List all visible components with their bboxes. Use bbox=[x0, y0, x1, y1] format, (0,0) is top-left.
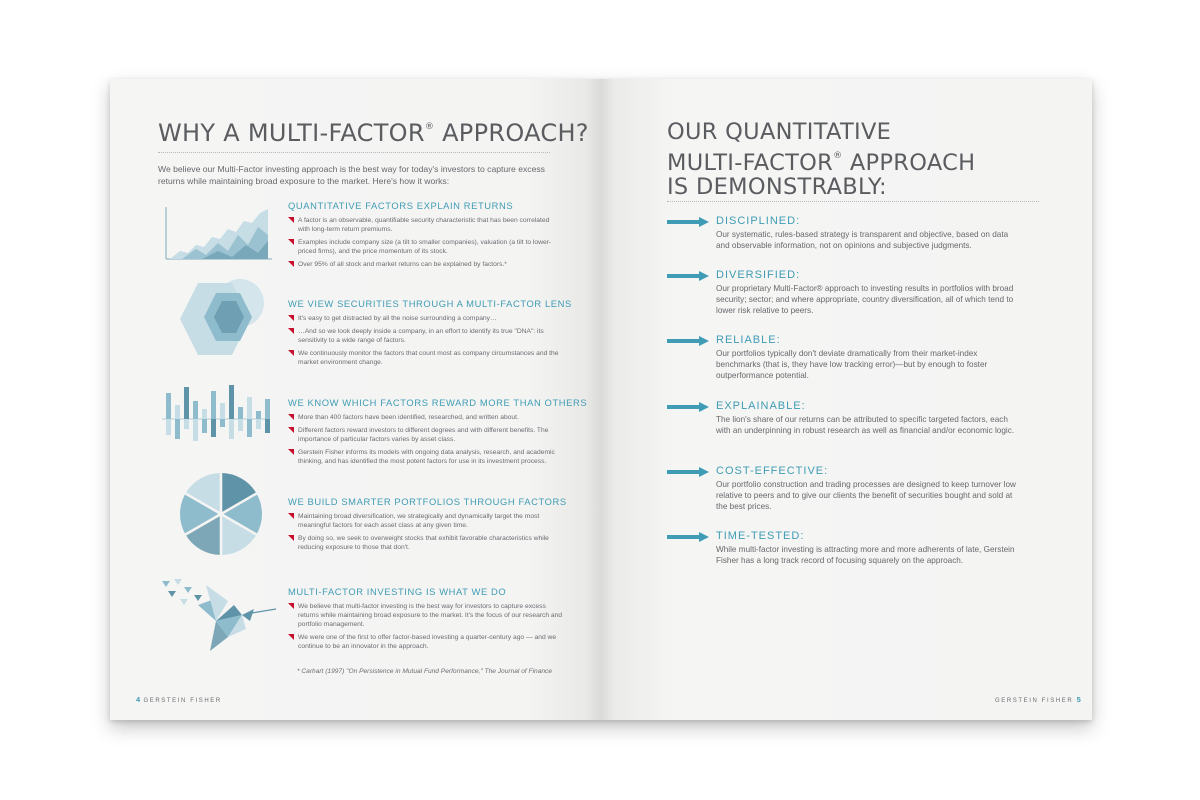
trait-reliable bbox=[667, 334, 997, 382]
trait-body: Our portfolio construction and trading processes are designed to keep turnover low relative to peers and to give our clients the benefit of securities bought and sold at the best prices. bbox=[716, 480, 1016, 512]
trait-heading: DISCIPLINED: bbox=[716, 215, 801, 227]
intro-text: We believe our Multi-Factor investing approach is the best way for today's investors to capture excess returns while maintaining broad exposure to the market. Here's how it works: bbox=[158, 164, 545, 186]
right-arrow-icon bbox=[667, 532, 709, 542]
right-arrow-icon bbox=[667, 217, 709, 227]
red-triangle-bullet-icon bbox=[288, 239, 294, 245]
bullet-item: By doing so, we seek to overweight stocks that exhibit favorable characteristics while reducing exposure to those that don't. bbox=[288, 534, 563, 552]
bullet-item: Examples include company size (a tilt to smaller companies), valuation (a tilt to lower-priced firms), and the price momentum of its stock. bbox=[288, 238, 563, 256]
bullet-item: Maintaining broad diversification, we strategically and dynamically target the most meaningful factors for each asset class at any given time. bbox=[288, 512, 563, 530]
section-heading: WE BUILD SMARTER PORTFOLIOS THROUGH FACTORS bbox=[288, 496, 567, 507]
bullet-item: …And so we look deeply inside a company, in an effort to identify its true "DNA": its sensitivity to a wide range of factors. bbox=[288, 327, 563, 345]
bullet-item: Over 95% of all stock and market returns can be explained by factors.* bbox=[288, 260, 563, 269]
trait-cost-effective bbox=[667, 465, 1016, 513]
hummingbird-icon bbox=[158, 575, 278, 655]
title-divider bbox=[667, 201, 1039, 202]
section-multi-factor-lens bbox=[288, 298, 572, 371]
trait-body: Our portfolios typically don't deviate dramatically from their market-index benchmarks (that is, they have low tracking error)—but by enough to foster outperformance potential. bbox=[716, 349, 988, 381]
trait-heading: COST-EFFECTIVE: bbox=[716, 465, 829, 477]
red-triangle-bullet-icon bbox=[288, 513, 294, 519]
section-what-we-do bbox=[288, 586, 563, 655]
trait-heading: TIME-TESTED: bbox=[716, 530, 805, 542]
section-heading: WE VIEW SECURITIES THROUGH A MULTI-FACTOR LENS bbox=[288, 298, 572, 309]
red-triangle-bullet-icon bbox=[288, 261, 294, 267]
brochure-spread bbox=[110, 79, 1092, 720]
bullet-item: We continuously monitor the factors that count most as company circumstances and the market environment change. bbox=[288, 349, 563, 367]
title-divider bbox=[158, 152, 550, 153]
trait-heading: EXPLAINABLE: bbox=[716, 400, 806, 412]
red-triangle-bullet-icon bbox=[288, 328, 294, 334]
right-arrow-icon bbox=[667, 467, 709, 477]
bullet-item: We were one of the first to offer factor-based investing a quarter-century ago — and we continue to be an innovator in the approach. bbox=[288, 633, 563, 651]
right-page bbox=[600, 79, 1092, 720]
section-heading: QUANTITATIVE FACTORS EXPLAIN RETURNS bbox=[288, 200, 514, 211]
right-arrow-icon bbox=[667, 336, 709, 346]
pie-chart-icon bbox=[178, 471, 264, 557]
red-triangle-bullet-icon bbox=[288, 427, 294, 433]
section-smarter-portfolios bbox=[288, 496, 567, 556]
left-page bbox=[110, 79, 600, 720]
rising-area-chart-icon bbox=[162, 205, 274, 261]
section-heading: MULTI-FACTOR INVESTING IS WHAT WE DO bbox=[288, 586, 507, 597]
left-page-folio: 4 GERSTEIN FISHER bbox=[136, 695, 222, 704]
trait-diversified bbox=[667, 269, 1014, 317]
red-triangle-bullet-icon bbox=[288, 449, 294, 455]
trait-disciplined bbox=[667, 215, 1009, 251]
red-triangle-bullet-icon bbox=[288, 603, 294, 609]
hexagon-lens-icon bbox=[170, 277, 270, 367]
trait-body: Our systematic, rules-based strategy is transparent and objective, based on data and observable information, not on opinions and subjective judgments. bbox=[716, 230, 1009, 251]
trait-explainable bbox=[667, 400, 1015, 436]
red-triangle-bullet-icon bbox=[288, 634, 294, 640]
bullet-item: Gerstein Fisher informs its models with ongoing data analysis, research, and academic thinking, and has identified the most potent factors for use in its investment process. bbox=[288, 448, 563, 466]
section-quantitative-factors bbox=[288, 200, 563, 273]
factor-bars-icon bbox=[160, 383, 272, 445]
bullet-item: More than 400 factors have been identified, researched, and written about. bbox=[288, 413, 563, 422]
section-reward-factors bbox=[288, 397, 588, 470]
right-page-folio: GERSTEIN FISHER 5 bbox=[995, 695, 1081, 704]
trait-body: Our proprietary Multi-Factor® approach to investing results in portfolios with broad security; sector; and where appropriate, country diversification, all of which tend to lower risk relative to peers. bbox=[716, 284, 1014, 316]
bullet-item: A factor is an observable, quantifiable security characteristic that has been correlated with long-term return premiums. bbox=[288, 216, 563, 234]
right-arrow-icon bbox=[667, 271, 709, 281]
red-triangle-bullet-icon bbox=[288, 350, 294, 356]
right-page-title: OUR QUANTITATIVE MULTI-FACTOR® APPROACH IS DEMONSTRABLY: bbox=[667, 119, 976, 200]
section-heading: WE KNOW WHICH FACTORS REWARD MORE THAN OTHERS bbox=[288, 397, 588, 408]
red-triangle-bullet-icon bbox=[288, 217, 294, 223]
trait-body: While multi-factor investing is attracting more and more adherents of late, Gerstein Fisher has a long track record of focusing squarely on the approach. bbox=[716, 545, 1015, 566]
red-triangle-bullet-icon bbox=[288, 315, 294, 321]
footnote: * Carhart (1997) "On Persistence in Mutual Fund Performance," The Journal of Finance bbox=[297, 668, 552, 675]
bullet-item: We believe that multi-factor investing is the best way for investors to capture excess returns while maintaining broad exposure to the market. It's the focus of our research and portfolio management. bbox=[288, 602, 563, 629]
red-triangle-bullet-icon bbox=[288, 414, 294, 420]
right-arrow-icon bbox=[667, 402, 709, 412]
trait-heading: RELIABLE: bbox=[716, 334, 781, 346]
left-page-title: WHY A MULTI-FACTOR® APPROACH? bbox=[158, 119, 589, 147]
red-triangle-bullet-icon bbox=[288, 535, 294, 541]
trait-time-tested bbox=[667, 530, 1015, 566]
trait-heading: DIVERSIFIED: bbox=[716, 269, 801, 281]
trait-body: The lion's share of our returns can be attributed to specific targeted factors, each with an underpinning in robust research as well as financial and/or economic logic. bbox=[716, 415, 1015, 436]
bullet-item: It's easy to get distracted by all the noise surrounding a company… bbox=[288, 314, 563, 323]
bullet-item: Different factors reward investors to different degrees and with different benefits. The importance of particular factors varies by asset class. bbox=[288, 426, 563, 444]
